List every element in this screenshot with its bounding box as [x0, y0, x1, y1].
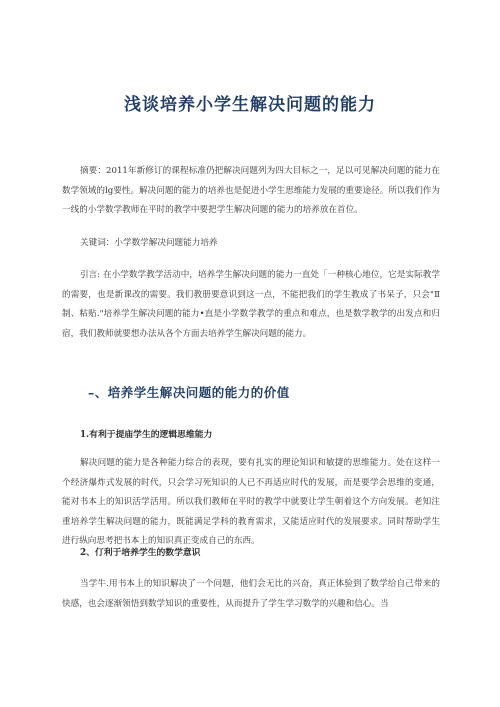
subsection-heading-1: 1.有利于提庙学生的逻辑思维能力 [80, 430, 213, 440]
subsection-1-paragraph: 解决问题的能力是各种能力综合的表现，要有扎实的理论知识和敏捷的思维能力。处在这样一个经济爆炸式发展的时代，只会学习死知识的人已不再适应时代的发展，而是要学会思维的变通，能对书本上的知识活学活用。所以我们教师在平时的教学中就要让学生朝着这个方向发展。老知注重培养学生解决问题的能力，既能满足学科的教育需求，又能适应时代的发展要求。同时帮助学生进行纵向思考把书本上的知识真正变成自己的东西。 [62, 458, 440, 546]
intro-paragraph: 引言: 在小学数学教学活动中，培养学生解决问题的能力一直处「一种核心地位，它是实际教学的需要，也是新课改的需要。我们教册要意识到这一点，不能把我们的学生教成了书呆子，只会"Ⅱ制、粘贴."培养学生解决问题的能力•直是小学数学教学的重点和难点，也是数学教学的出发点和归宿，我们教师就要想办法从各个方面去培养学生解决问题的能力。 [62, 270, 440, 339]
abstract-paragraph: 摘要：2011年新修订的课程标准仍把解决问题列为四大目标之一，足以可见解决问题的能力在数学领域的lg要性。解决问题的能力的培养也是促进小学生思维能力发展的重要途径。所以我们作为一线的小学数学教师在平时的教学中要把学生解决问题的能力的培养放在首位。 [62, 166, 440, 215]
subsection-2-paragraph: 当学牛.用书本上的知识解决了一个问题，他们会无比的兴奋，真正体验到了数学给自己带来的快感，也会逐渐领悟到数学知识的重要性，从而提升了学生学习数学的兴趣和信心。当 [62, 579, 440, 609]
section-heading-1: –、培养学生解决问题的能力的价值 [88, 385, 290, 400]
document-title: 浅谈培养小学生解决问题的能力 [124, 95, 376, 115]
subsection-heading-2: 2、仃利于培养学生的数学意识 [80, 548, 201, 558]
keywords-line: 关键词：小学数学解决问题能力培养 [80, 238, 218, 248]
